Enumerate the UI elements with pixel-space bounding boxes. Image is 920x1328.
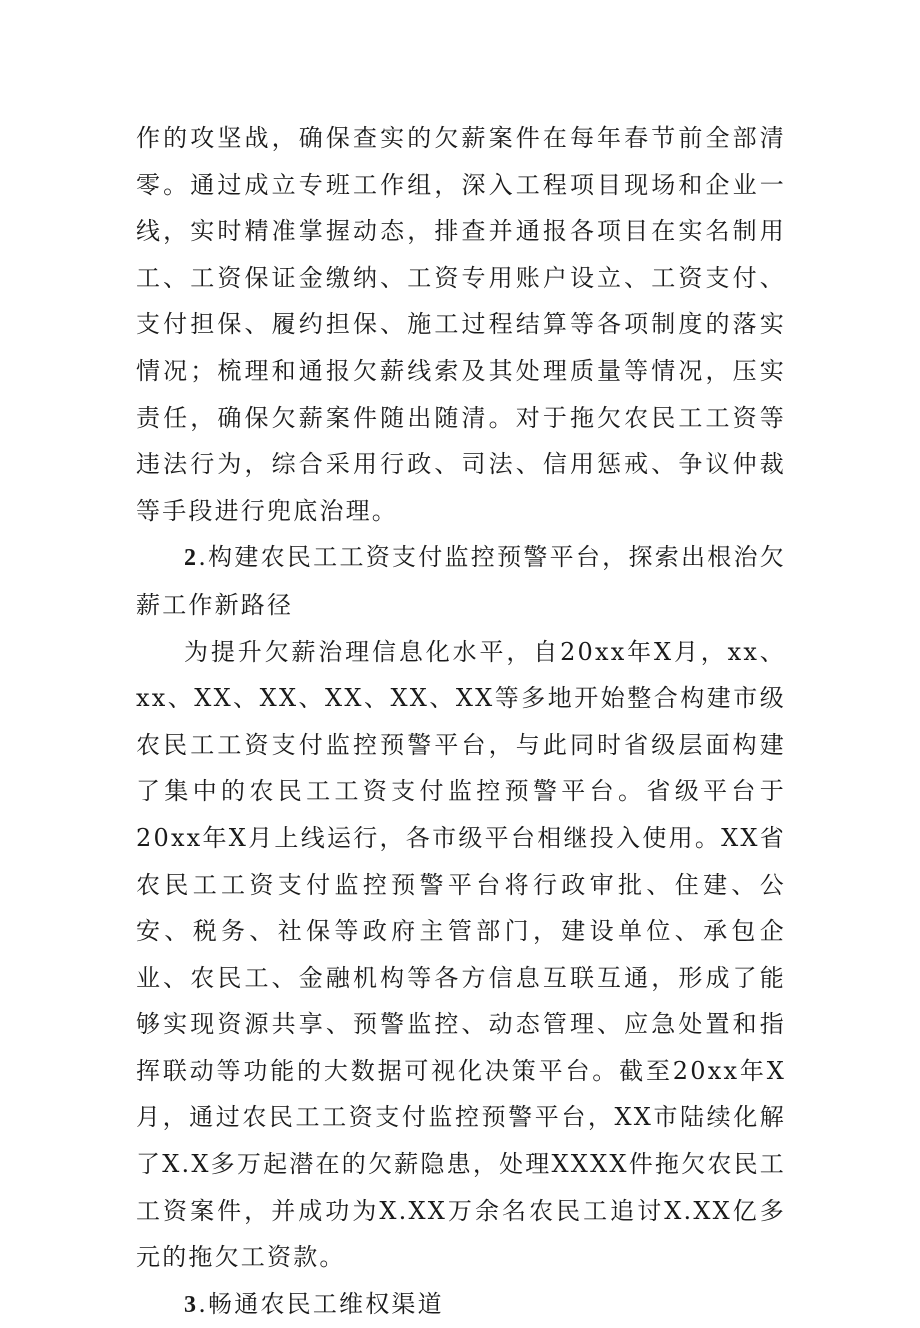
heading-number-2: 2 xyxy=(184,545,199,572)
section-heading-2 xyxy=(136,534,786,628)
section-heading-3 xyxy=(136,1281,786,1328)
document-page xyxy=(136,115,786,1328)
heading-text-2: .构建农民工工资支付监控预警平台，探索出根治欠薪工作新路径 xyxy=(136,543,786,619)
heading-text-3: .畅通农民工维权渠道 xyxy=(198,1289,444,1318)
body-paragraph-2: 为提升欠薪治理信息化水平，自20xx年X月，xx、xx、XX、XX、XX、XX、XX等多地开始整合构建市级农民工工资支付监控预警平台，与此同时省级层面构建了集中的农民工工资支付监控预警平台。省级平台于20xx年X月上线运行，各市级平台相继投入使用。XX省农民工工资支付监控预警平台将行政审批、住建、公安、税务、社保等政府主管部门，建设单位、承包企业、农民工、金融机构等各方信息互联互通，形成了能够实现资源共享、预警监控、动态管理、应急处置和指挥联动等功能的大数据可视化决策平台。截至20xx年X月，通过农民工工资支付监控预警平台，XX市陆续化解了X.X多万起潜在的欠薪隐患，处理XXXX件拖欠农民工工资案件，并成功为X.XX万余名农民工追讨X.XX亿多元的拖欠工资款。 xyxy=(136,637,787,1272)
body-paragraph-1: 作的攻坚战，确保查实的欠薪案件在每年春节前全部清零。通过成立专班工作组，深入工程项目现场和企业一线，实时精准掌握动态，排查并通报各项目在实名制用工、工资保证金缴纳、工资专用账户设立、工资支付、支付担保、履约担保、施工过程结算等各项制度的落实情况；梳理和通报欠薪线索及其处理质量等情况，压实责任，确保欠薪案件随出随清。对于拖欠农民工工资等违法行为，综合采用行政、司法、信用惩戒、争议仲裁等手段进行兜底治理。 xyxy=(136,124,786,525)
heading-number-3: 3 xyxy=(184,1291,199,1318)
